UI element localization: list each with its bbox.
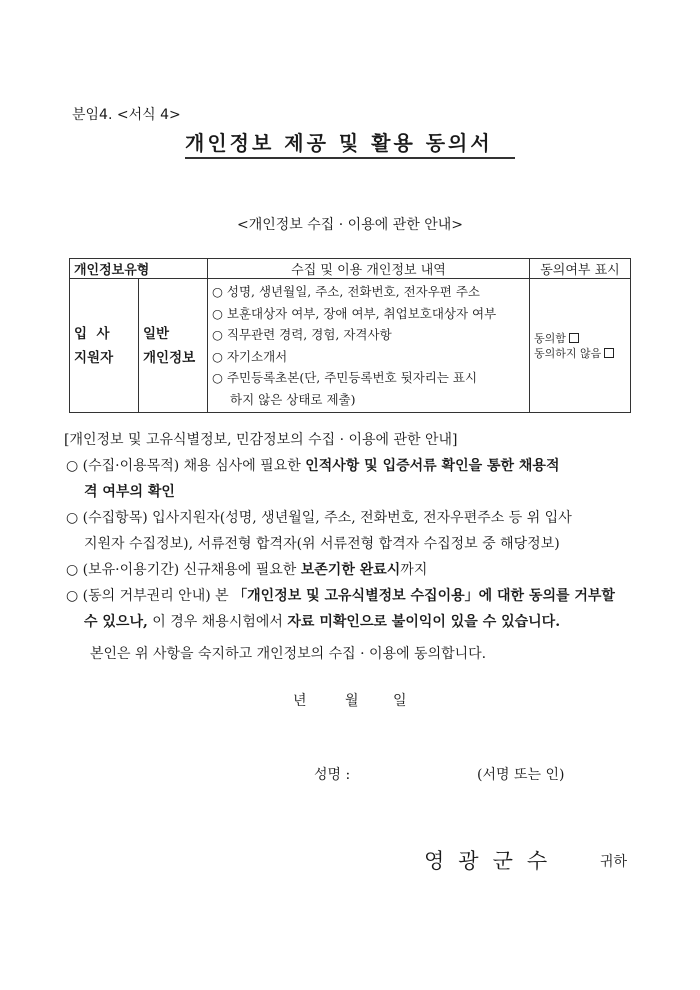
consent-disagree-checkbox[interactable] xyxy=(604,348,614,358)
table-header-row xyxy=(70,259,631,279)
list-item: ○ 주민등록초본(단, 주민등록번호 뒷자리는 표시 xyxy=(212,370,478,385)
bullet-icon: ○ xyxy=(66,588,79,604)
items-cell xyxy=(208,279,530,413)
table-row xyxy=(70,279,631,413)
retention-label: (보유·이용기간) xyxy=(82,562,180,578)
bullet-icon: ○ xyxy=(66,562,79,578)
list-item: ○ 성명, 생년월일, 주소, 전화번호, 전자우편 주소 xyxy=(212,284,480,299)
consent-agree-label: 동의함 xyxy=(534,331,566,345)
consent-agree-checkbox[interactable] xyxy=(569,333,579,343)
header-collected-items: 수집 및 이용 개인정보 내역 xyxy=(208,259,530,279)
refusal-text-bold-end: 자료 미확인으로 불이익이 있을 수 있습니다. xyxy=(287,614,561,630)
refusal-text: 본 xyxy=(210,588,234,604)
refusal-text-2: 이 경우 채용시험에서 xyxy=(147,614,288,630)
subject-line1: 입 사 xyxy=(74,325,110,342)
purpose-text-bold-cont: 격 여부의 확인 xyxy=(84,484,175,500)
date-day-label: 일 xyxy=(393,693,407,709)
notice-purpose-cont xyxy=(66,479,656,505)
notice-refusal xyxy=(66,583,656,609)
category-cell xyxy=(139,279,208,413)
consent-cell xyxy=(530,279,631,413)
document-title: 개인정보 제공 및 활용 동의서 xyxy=(185,127,515,159)
list-item-continuation: 하지 않은 상태로 제출) xyxy=(230,391,356,407)
retention-text-end: 까지 xyxy=(400,562,428,578)
header-consent: 동의여부 표시 xyxy=(530,259,631,279)
notice-retention xyxy=(66,557,656,583)
subject-cell xyxy=(70,279,139,413)
recipient-suffix: 귀하 xyxy=(600,854,628,870)
category-line2: 개인정보 xyxy=(143,349,196,366)
header-info-type: 개인정보유형 xyxy=(70,259,208,279)
recipient-name: 영광군수 xyxy=(424,849,562,873)
notice-items xyxy=(66,505,656,531)
bullet-icon: ○ xyxy=(66,458,79,474)
notice-purpose xyxy=(66,453,656,479)
list-item: ○ 보훈대상자 여부, 장애 여부, 취업보호대상자 여부 xyxy=(212,305,497,321)
consent-disagree-option[interactable] xyxy=(534,346,626,361)
personal-info-table xyxy=(69,258,631,413)
notice-heading: [개인정보 및 고유식별정보, 민감정보의 수집 · 이용에 관한 안내] xyxy=(64,432,458,448)
category-line1: 일반 xyxy=(143,325,170,342)
date-month-label: 월 xyxy=(345,693,359,709)
signature-name-label: 성명 : xyxy=(314,767,351,783)
section-heading: <개인정보 수집 · 이용에 관한 안내> xyxy=(237,217,463,233)
items-text: 입사지원자(성명, 생년월일, 주소, 전화번호, 전자우편주소 등 위 입사 xyxy=(147,510,572,526)
list-item: ○ 직무관련 경력, 경험, 자격사항 xyxy=(212,327,392,342)
date-year-label: 년 xyxy=(293,693,307,709)
purpose-text-bold: 인적사항 및 입증서류 확인을 통한 채용적 xyxy=(305,458,560,474)
list-item: ○ 자기소개서 xyxy=(212,348,288,364)
refusal-label: (동의 거부권리 안내) xyxy=(82,588,211,604)
form-label: 분임4. <서식 4> xyxy=(72,107,181,123)
refusal-text-bold-2: 수 있으나, xyxy=(84,614,148,630)
agreement-statement: 본인은 위 사항을 숙지하고 개인정보의 수집 · 이용에 동의합니다. xyxy=(90,646,487,662)
signature-hint: (서명 또는 인) xyxy=(477,767,565,783)
notice-refusal-cont xyxy=(66,609,656,635)
notice-section xyxy=(66,427,656,635)
retention-text-bold: 보존기한 완료시 xyxy=(300,562,401,578)
notice-items-cont: 지원자 수집정보), 서류전형 합격자(위 서류전형 합격자 수집정보 중 해당정보) xyxy=(84,536,560,552)
subject-line2: 지원자 xyxy=(74,349,114,366)
items-label: (수집항목) xyxy=(82,510,148,526)
consent-agree-option[interactable] xyxy=(534,331,626,346)
purpose-text: 채용 심사에 필요한 xyxy=(179,458,306,474)
consent-disagree-label: 동의하지 않음 xyxy=(534,346,602,360)
retention-text: 신규채용에 필요한 xyxy=(179,562,301,578)
refusal-text-bold: 「개인정보 및 고유식별정보 수집이용」에 대한 동의를 거부할 xyxy=(233,588,615,604)
purpose-label: (수집·이용목적) xyxy=(82,458,180,474)
bullet-icon: ○ xyxy=(66,510,79,526)
